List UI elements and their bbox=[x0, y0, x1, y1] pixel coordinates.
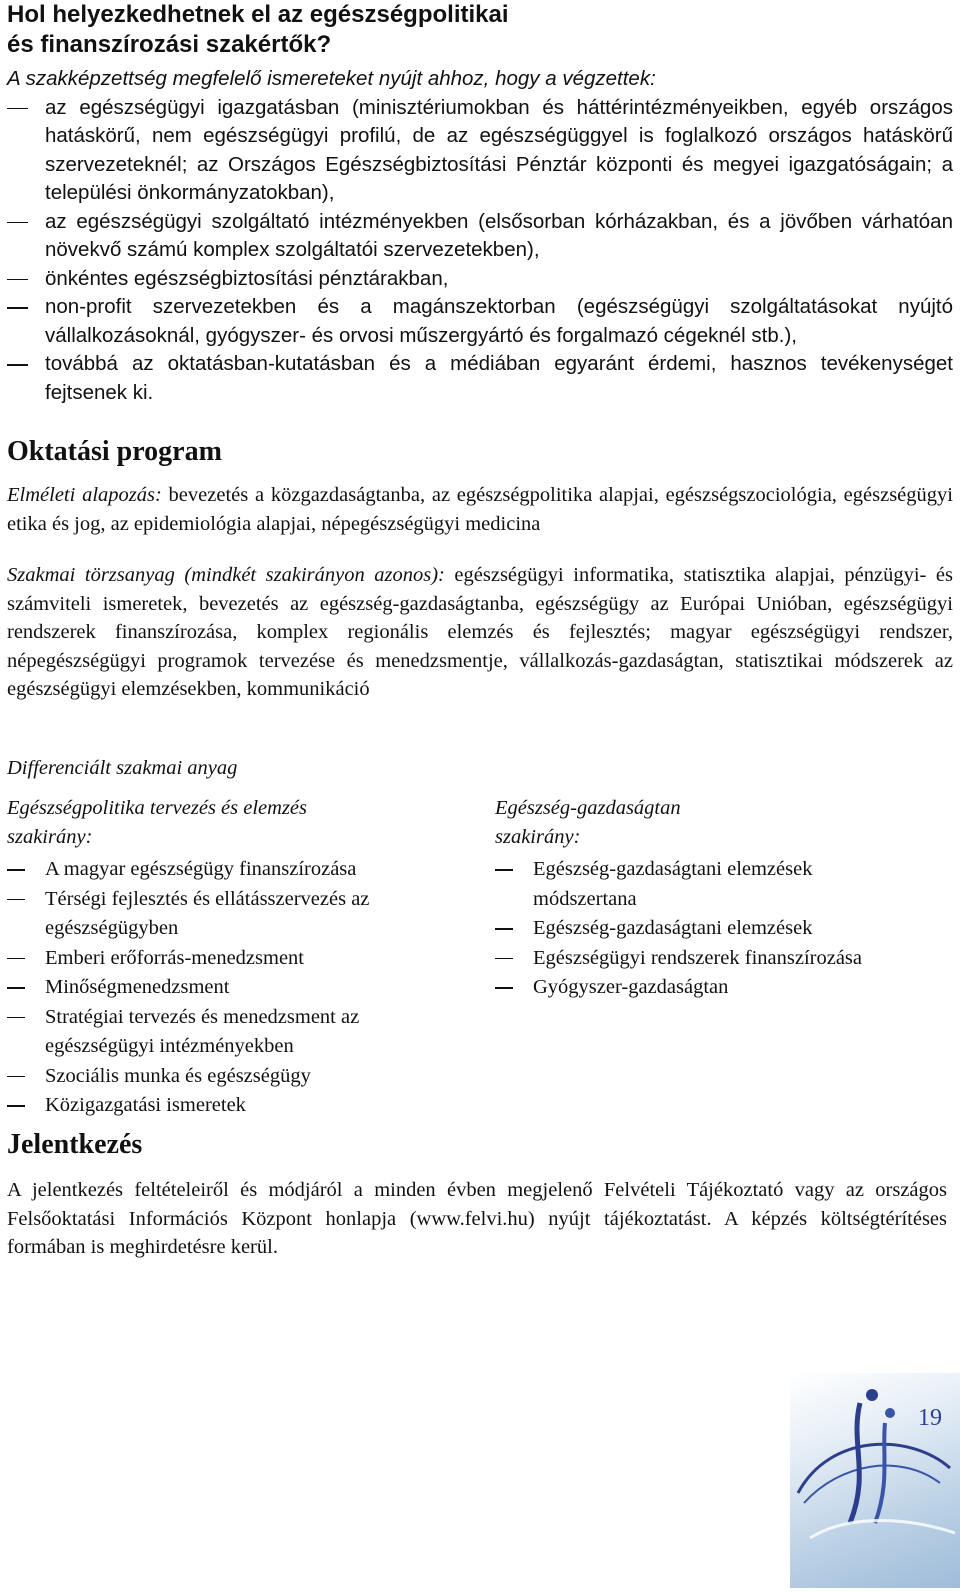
page-title-line-2: és finanszírozási szakértők? bbox=[7, 31, 332, 58]
list-item: Szociális munka és egészségügy bbox=[7, 1062, 447, 1092]
elmeleti-paragraph bbox=[7, 481, 953, 538]
list-item: Stratégiai tervezés és menedzsment az egészségügyi intézményekben bbox=[7, 1003, 415, 1062]
list-item: Egészség-gazdaságtani elemzések bbox=[495, 914, 955, 944]
document-page bbox=[7, 0, 953, 1262]
specialization-columns bbox=[7, 794, 953, 1124]
specialization-right bbox=[495, 794, 955, 1003]
page-number: 19 bbox=[918, 1405, 942, 1431]
section-heading-jelentkezes: Jelentkezés bbox=[7, 1129, 143, 1160]
specialization-left bbox=[7, 794, 447, 1121]
specialization-right-title bbox=[495, 794, 955, 852]
list-item: Egészség-gazdaságtani elemzések módszertana bbox=[495, 855, 863, 914]
list-item: az egészségügyi igazgatásban (minisztériumokban és háttérintézményeikben, egyéb országos hatáskörű, nem egészségügyi profilú, de az egészségüggyel is foglalkozó országos hatáskörű szervezeteknél; az Országos Egészségbiztosítási Pénztár központi és megyei igazgatóságain; a települési önkormányzatokban), bbox=[7, 94, 953, 208]
specialization-right-list bbox=[495, 855, 955, 1003]
page-title bbox=[7, 0, 953, 60]
list-item: az egészségügyi szolgáltató intézményekben (elsősorban kórházakban, és a jövőben várhatóan növekvő számú komplex szolgáltatói szervezetekben), bbox=[7, 208, 953, 265]
list-item: Térségi fejlesztés és ellátásszervezés az egészségügyben bbox=[7, 885, 425, 944]
szakmai-label: Szakmai törzsanyag (mindkét szakirányon azonos): bbox=[7, 564, 445, 586]
specialization-left-list bbox=[7, 855, 447, 1121]
career-list bbox=[7, 94, 953, 408]
section-heading-oktatasi-program: Oktatási program bbox=[7, 436, 222, 467]
differencialt-label: Differenciált szakmai anyag bbox=[7, 756, 238, 779]
list-item: önkéntes egészségbiztosítási pénztárakban, bbox=[7, 265, 953, 294]
list-item: Emberi erőforrás-menedzsment bbox=[7, 944, 447, 974]
specialization-right-title-line-1: Egészség-gazdaságtan bbox=[495, 797, 681, 819]
list-item: non-profit szervezetekben és a magánszektorban (egészségügyi szolgáltatásokat nyújtó vállalkozásoknál, gyógyszer- és orvosi műszergyártó és forgalmazó cégeknél stb.), bbox=[7, 293, 953, 350]
elmeleti-text: bevezetés a közgazdaságtanba, az egészségpolitika alapjai, egészségszociológia, egészségügyi etika és jog, az epidemiológia alapjai, népegészségügyi medicina bbox=[7, 484, 953, 535]
list-item: Közigazgatási ismeretek bbox=[7, 1091, 447, 1121]
specialization-right-title-line-2: szakirány: bbox=[495, 826, 581, 848]
list-item: Gyógyszer-gazdaságtan bbox=[495, 973, 955, 1003]
list-item: Minőségmenedzsment bbox=[7, 973, 447, 1003]
specialization-left-title-line-2: szakirány: bbox=[7, 826, 93, 848]
page-title-line-1: Hol helyezkedhetnek el az egészségpolitikai bbox=[7, 1, 509, 28]
list-item: Egészségügyi rendszerek finanszírozása bbox=[495, 944, 955, 974]
jelentkezes-paragraph: A jelentkezés feltételeiről és módjáról a minden évben megjelenő Felvételi Tájékoztató vagy az országos Felsőoktatási Információs Központ honlapja (www.felvi.hu) nyújt tájékoztatást. A képzés költségtérítéses formában is meghirdetésre kerül. bbox=[7, 1179, 947, 1258]
specialization-left-title-line-1: Egészségpolitika tervezés és elemzés bbox=[7, 797, 308, 819]
specialization-left-title bbox=[7, 794, 447, 852]
elmeleti-label: Elméleti alapozás: bbox=[7, 484, 162, 506]
szakmai-text: egészségügyi informatika, statisztika alapjai, pénzügyi- és számviteli ismeretek, bevezetés az egészség-gazdaságtanba, egészségügy az Európai Unióban, egészségügyi rendszerek finanszírozása, komplex regionális elemzés és fejlesztés; magyar egészségügyi rendszer, népegészségügyi programok tervezése és menedzsmentje, vállalkozás-gazdaságtan, statisztikai módszerek az egészségügyi elemzésekben, kommunikáció bbox=[7, 564, 953, 700]
list-item: továbbá az oktatásban-kutatásban és a médiában egyaránt érdemi, hasznos tevékenységet fejtsenek ki. bbox=[7, 350, 953, 407]
szakmai-paragraph bbox=[7, 561, 953, 704]
list-item: A magyar egészségügy finanszírozása bbox=[7, 855, 447, 885]
intro-sentence: A szakképzettség megfelelő ismereteket nyújt ahhoz, hogy a végzettek: bbox=[7, 67, 656, 90]
